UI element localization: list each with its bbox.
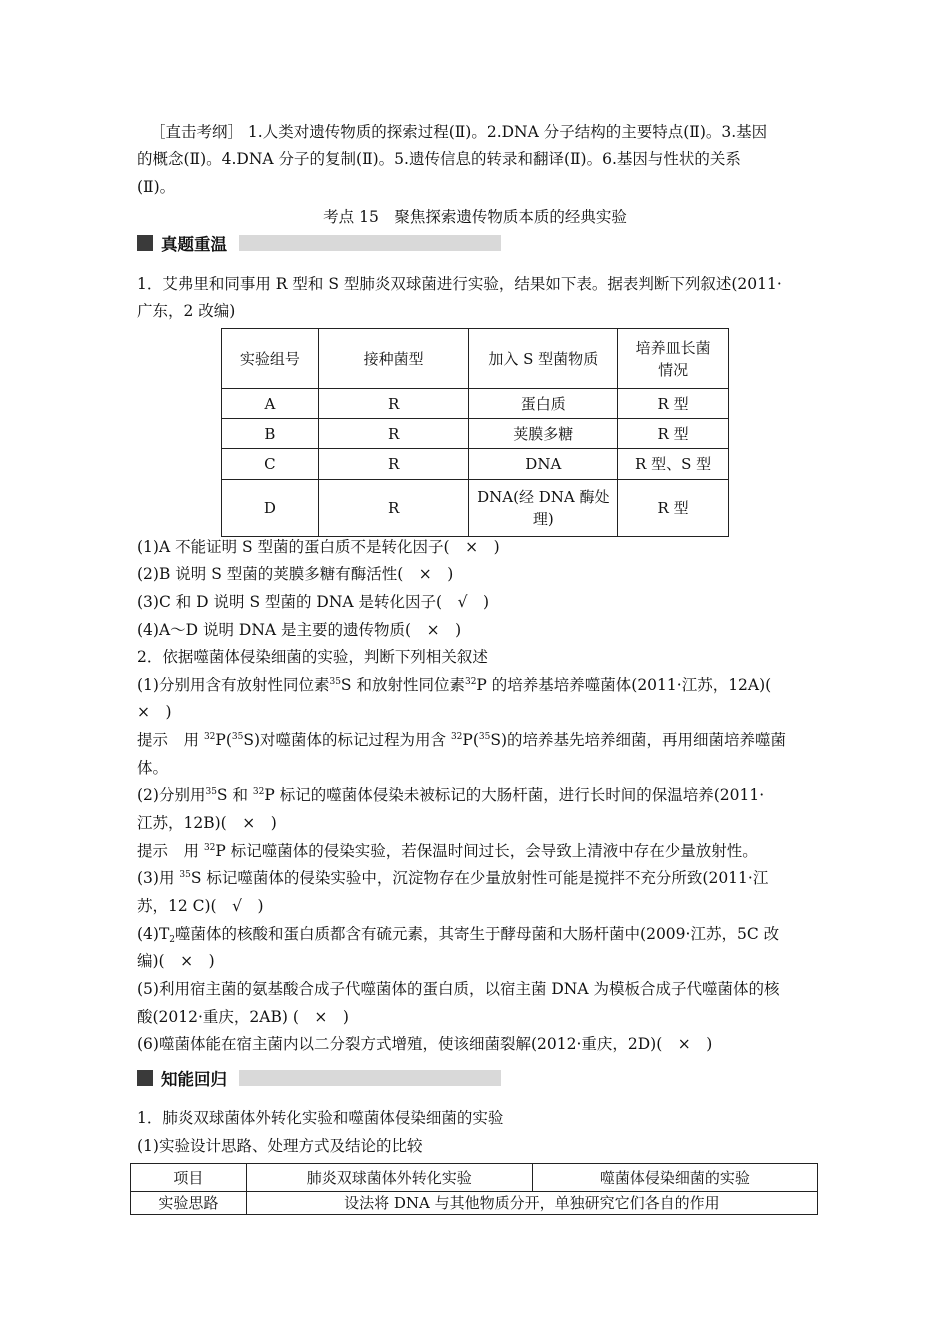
topic-title: 考点 15 聚焦探索遗传物质本质的经典实验 — [323, 208, 627, 226]
table-cell: B — [222, 419, 319, 449]
q1-item-1: (1)A 不能证明 S 型菌的蛋白质不是转化因子( × ) — [137, 538, 500, 556]
hint-1-cont: 体。 — [137, 759, 169, 777]
table-cell: R — [318, 389, 469, 419]
q1-item-2: (2)B 说明 S 型菌的荚膜多糖有酶活性( × ) — [137, 565, 454, 583]
table-cell: R 型 — [618, 389, 729, 419]
q1-line-1: 1．艾弗里和同事用 R 型和 S 型肺炎双球菌进行实验，结果如下表。据表判断下列叙述(2011· — [137, 275, 782, 293]
q2-item-4: $(4)T_2$噬菌体的核酸和蛋白质都含有硫元素，其寄生于酵母菌和大肠杆菌中(2009·江苏，5C 改 — [137, 925, 780, 945]
hint-2: 提示 用 $^{32}$P 标记噬菌体的侵染实验，若保温时间过长，会导致上清液中存在少量放射性。 — [137, 842, 758, 860]
section-title: 真题重温 — [161, 235, 227, 254]
q2-item-4-cont: 编)( × ) — [137, 952, 215, 970]
q2-item-2-cont: 江苏，12B)( × ) — [137, 814, 277, 832]
q2-item-1-answer: × ) — [137, 703, 172, 721]
header-cell — [618, 329, 729, 389]
table-cell: R — [318, 449, 469, 480]
q2-item-5: (5)利用宿主菌的氨基酸合成子代噬菌体的蛋白质，以宿主菌 DNA 为模板合成子代噬菌体的核 — [137, 980, 780, 998]
s2-line-2: (1)实验设计思路、处理方式及结论的比较 — [137, 1137, 423, 1155]
table-cell: 蛋白质 — [469, 389, 618, 419]
section-bar — [239, 1070, 501, 1086]
intro-line-3: (Ⅱ)。 — [137, 178, 176, 196]
intro-line-1: ［直击考纲］ 1.人类对遗传物质的探索过程(Ⅱ)。2.DNA 分子结构的主要特点(Ⅱ)。3.基因 — [150, 123, 768, 141]
q2-item-2: (2)分别用$^{35}$S 和 $^{32}$P 标记的噬菌体侵染未被标记的大肠杆菌，进行长时间的保温培养(2011· — [137, 786, 765, 804]
header-cell: 项目 — [131, 1164, 247, 1192]
table-cell: R — [318, 480, 469, 537]
table-cell: C — [222, 449, 319, 480]
table-cell — [469, 480, 618, 537]
section-bar — [239, 235, 501, 251]
section-square-icon — [137, 235, 153, 251]
table-cell: DNA — [469, 449, 618, 480]
q2-item-1: (1)分别用含有放射性同位素$^{35}$S 和放射性同位素$^{32}$P 的培养基培养噬菌体(2011·江苏，12A)( — [137, 676, 772, 694]
table-cell: 设法将 DNA 与其他物质分开，单独研究它们各自的作用 — [246, 1192, 817, 1215]
header-cell-line: 情况 — [658, 360, 689, 379]
table-cell: R 型、S 型 — [618, 449, 729, 480]
q1-item-4: (4)A～D 说明 DNA 是主要的遗传物质( × ) — [137, 621, 462, 639]
header-cell: 接种菌型 — [318, 329, 469, 389]
q2-item-3: (3)用 $^{35}$S 标记噬菌体的侵染实验中，沉淀物存在少量放射性可能是搅拌不充分所致(2011·江 — [137, 869, 769, 887]
q1-line-2: 广东，2 改编) — [137, 302, 236, 320]
table-header-row — [222, 329, 729, 389]
table-row — [222, 480, 729, 537]
q2-item-3-cont: 苏，12 C)( √ ) — [137, 897, 264, 915]
comparison-table — [130, 1163, 818, 1215]
table-cell: R 型 — [618, 480, 729, 537]
section-square-icon — [137, 1070, 153, 1086]
header-cell: 肺炎双球菌体外转化实验 — [246, 1164, 532, 1192]
q2-item-5-cont: 酸(2012·重庆，2AB) ( × ) — [137, 1008, 349, 1026]
header-cell: 加入 S 型菌物质 — [469, 329, 618, 389]
q1-item-3: (3)C 和 D 说明 S 型菌的 DNA 是转化因子( √ ) — [137, 593, 490, 611]
table-cell-line: 理) — [532, 510, 554, 528]
table-row — [131, 1192, 818, 1215]
q2-item-6: (6)噬菌体能在宿主菌内以二分裂方式增殖，使该细菌裂解(2012·重庆，2D)( × ) — [137, 1035, 713, 1053]
table-header-row — [131, 1164, 818, 1192]
hint-1: 提示 用 $^{32}$P($^{35}$S)对噬菌体的标记过程为用含 $^{32}$P($^{35}$S)的培养基先培养细菌，再用细菌培养噬菌 — [137, 731, 787, 749]
section-title: 知能回归 — [161, 1070, 227, 1089]
section-header-zhenti — [137, 232, 501, 254]
table-row — [222, 389, 729, 419]
table-cell: R — [318, 419, 469, 449]
table-cell: A — [222, 389, 319, 419]
table-row — [222, 419, 729, 449]
table-cell: D — [222, 480, 319, 537]
table-cell: 实验思路 — [131, 1192, 247, 1215]
header-cell: 实验组号 — [222, 329, 319, 389]
table-cell-line: DNA(经 DNA 酶处 — [477, 488, 610, 506]
table-cell: 荚膜多糖 — [469, 419, 618, 449]
s2-line-1: 1．肺炎双球菌体外转化实验和噬菌体侵染细菌的实验 — [137, 1109, 504, 1127]
experiment-table — [221, 328, 729, 537]
intro-line-2: 的概念(Ⅱ)。4.DNA 分子的复制(Ⅱ)。5.遗传信息的转录和翻译(Ⅱ)。6.基因与性状的关系 — [137, 150, 741, 168]
q2-title: 2．依据噬菌体侵染细菌的实验，判断下列相关叙述 — [137, 648, 488, 666]
table-cell: R 型 — [618, 419, 729, 449]
section-header-zhineng — [137, 1067, 501, 1089]
header-cell-line: 培养皿长菌 — [635, 338, 711, 357]
header-cell: 噬菌体侵染细菌的实验 — [532, 1164, 817, 1192]
table-row — [222, 449, 729, 480]
